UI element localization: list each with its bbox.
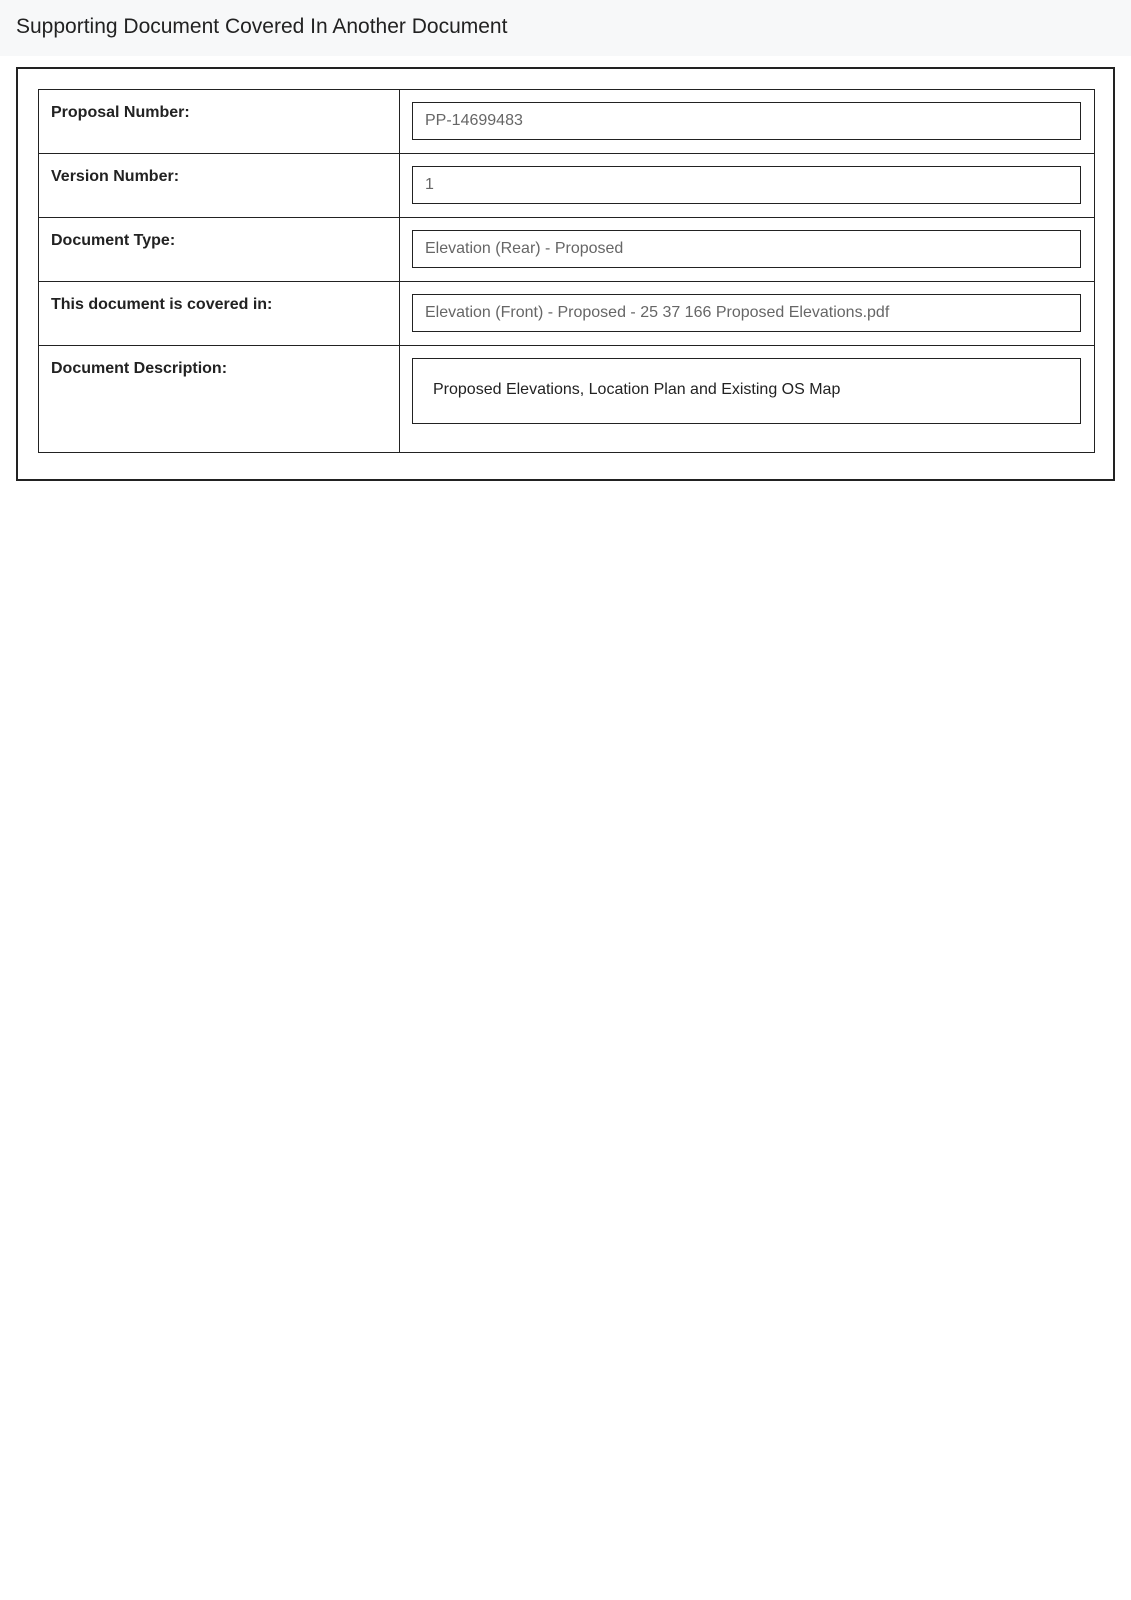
proposal-number-label-cell — [39, 90, 400, 154]
document-type-label: Document Type: — [51, 232, 176, 249]
version-number-field[interactable]: 1 — [412, 166, 1081, 204]
document-type-field[interactable]: Elevation (Rear) - Proposed — [412, 230, 1081, 268]
document-type-row — [39, 218, 1095, 282]
page-title: Supporting Document Covered In Another Document — [16, 15, 508, 38]
document-type-value-cell — [400, 218, 1095, 282]
document-description-value-cell — [400, 346, 1095, 453]
document-description-label: Document Description: — [51, 360, 228, 377]
covered-in-row — [39, 282, 1095, 346]
document-description-row — [39, 346, 1095, 453]
document-details-panel — [16, 67, 1115, 481]
version-number-row — [39, 154, 1095, 218]
version-number-label: Version Number: — [51, 168, 180, 185]
title-bar — [0, 0, 1131, 56]
proposal-number-label: Proposal Number: — [51, 104, 190, 121]
proposal-number-value-cell — [400, 90, 1095, 154]
proposal-number-field[interactable]: PP-14699483 — [412, 102, 1081, 140]
proposal-number-row — [39, 90, 1095, 154]
covered-in-label: This document is covered in: — [51, 296, 273, 313]
covered-in-field[interactable]: Elevation (Front) - Proposed - 25 37 166 Proposed Elevations.pdf — [412, 294, 1081, 332]
document-details-table — [38, 89, 1095, 453]
document-type-label-cell — [39, 218, 400, 282]
document-description-label-cell — [39, 346, 400, 453]
document-description-field[interactable]: Proposed Elevations, Location Plan and Existing OS Map — [412, 358, 1081, 424]
version-number-value-cell — [400, 154, 1095, 218]
covered-in-value-cell — [400, 282, 1095, 346]
version-number-label-cell — [39, 154, 400, 218]
covered-in-label-cell — [39, 282, 400, 346]
